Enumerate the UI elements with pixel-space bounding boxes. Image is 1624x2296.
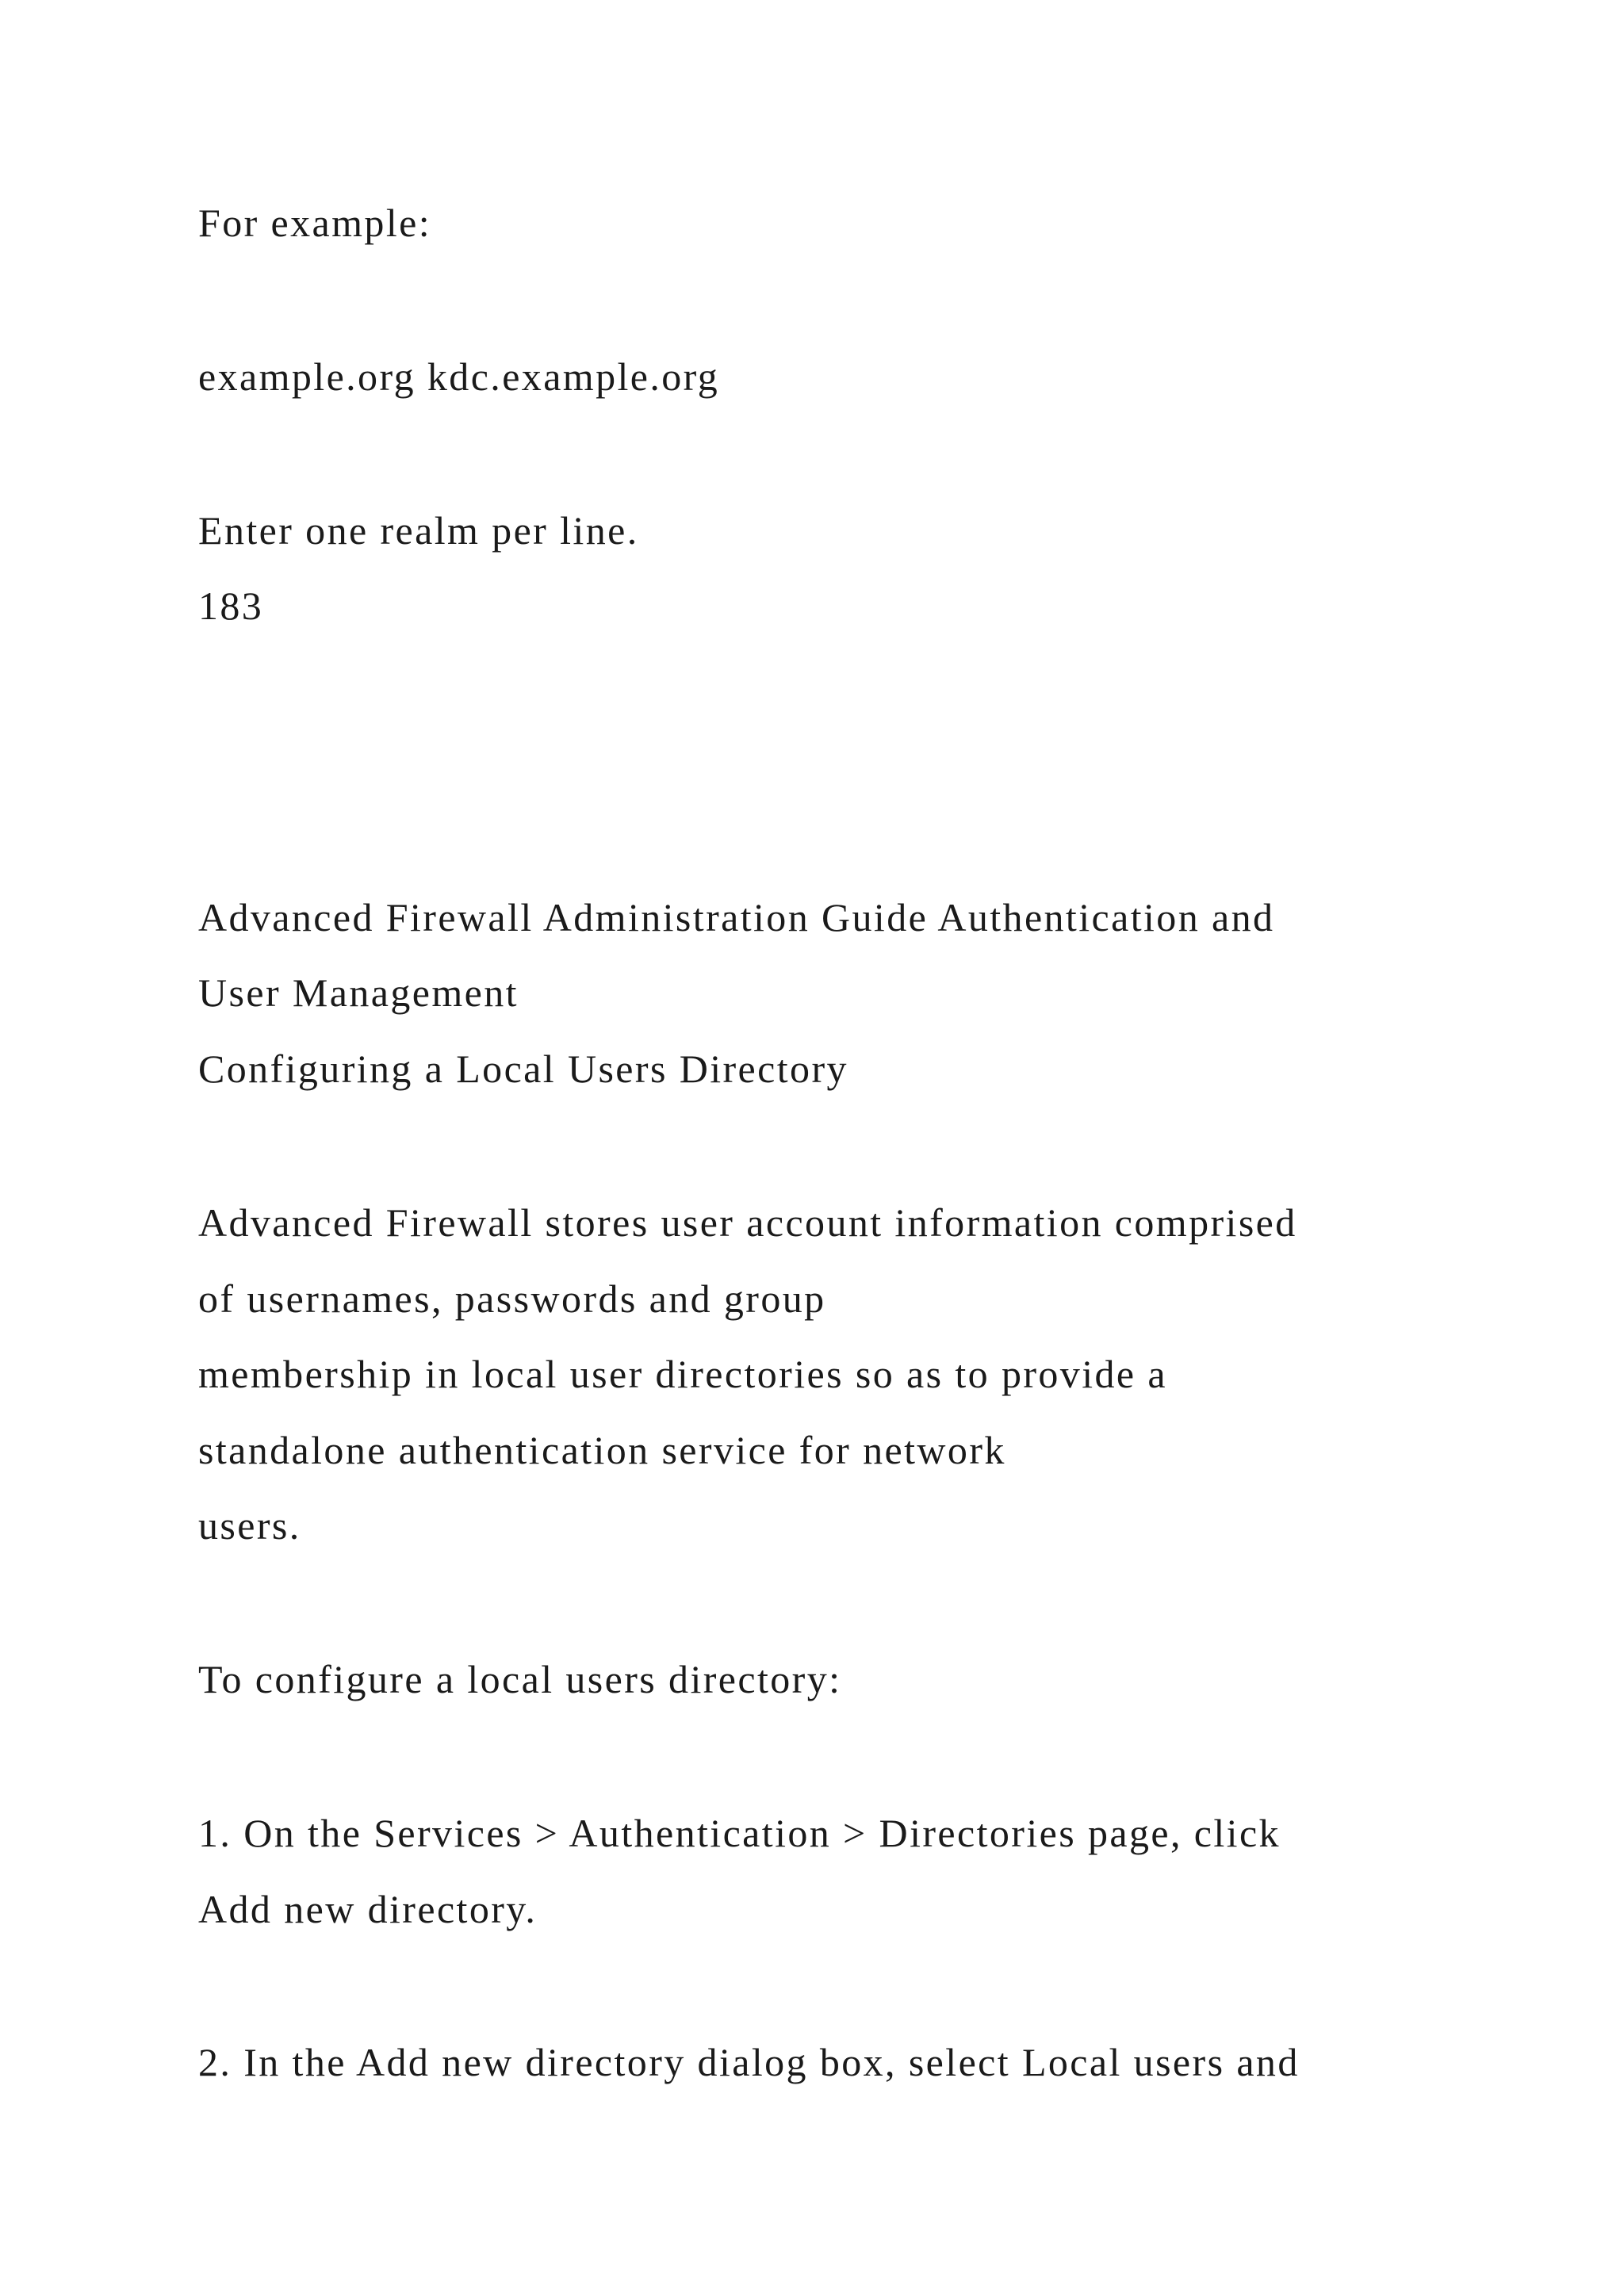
paragraph-line: standalone authentication service for network: [198, 1428, 1006, 1472]
example-value: example.org kdc.example.org: [198, 354, 720, 399]
paragraph-line: membership in local user directories so as to provide a: [198, 1352, 1167, 1396]
paragraph-line: Advanced Firewall stores user account information comprised: [198, 1200, 1297, 1245]
running-header-line-1: Advanced Firewall Administration Guide Authentication and: [198, 895, 1275, 939]
example-intro: For example:: [198, 201, 432, 245]
paragraph-line: users.: [198, 1503, 301, 1548]
step-1-line: Add new directory.: [198, 1887, 538, 1931]
paragraph-line: of usernames, passwords and group: [198, 1276, 826, 1321]
step-1-line: 1. On the Services > Authentication > Directories page, click: [198, 1811, 1281, 1855]
instruction-text: Enter one realm per line.: [198, 508, 639, 553]
procedure-intro: To configure a local users directory:: [198, 1657, 842, 1701]
step-2-line: 2. In the Add new directory dialog box, select Local users and: [198, 2040, 1300, 2084]
running-header-line-2: User Management: [198, 970, 519, 1015]
section-title: Configuring a Local Users Directory: [198, 1047, 848, 1091]
page-number: 183: [198, 584, 264, 628]
